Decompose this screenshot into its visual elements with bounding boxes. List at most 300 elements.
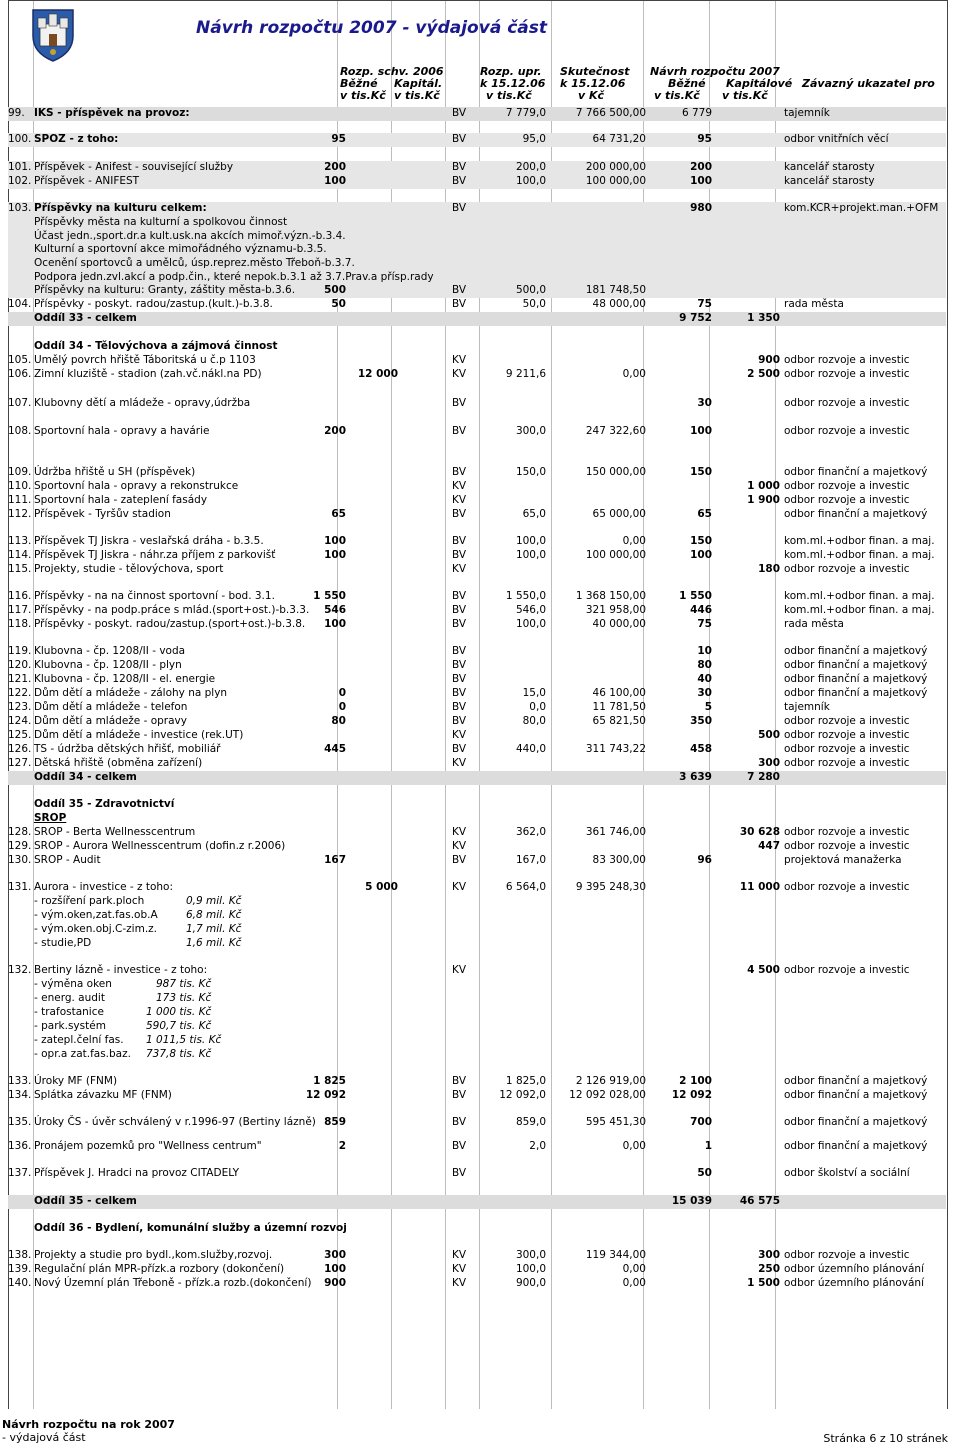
cell-n: 135. xyxy=(8,1116,32,1128)
cell-be: 458 xyxy=(690,743,712,755)
cell-t: - studie,PD xyxy=(34,937,92,949)
cell-t: Dětská hřiště (obměna zařízení) xyxy=(34,757,203,769)
header-kapital: Kapitál. xyxy=(394,77,443,90)
cell-z: odbor finanční a majetkový xyxy=(784,1140,928,1152)
cell-sk: 7 766 500,00 xyxy=(575,107,646,119)
cell-z: odbor finanční a majetkový xyxy=(784,466,928,478)
table-row xyxy=(8,812,946,826)
cell-z: odbor finanční a majetkový xyxy=(784,687,928,699)
cell-n: 118. xyxy=(8,618,32,630)
cell-t: Příspěvky na kulturu: Granty, záštity města-b.3.6. xyxy=(34,284,296,296)
table-row xyxy=(8,243,946,257)
cell-n: 127. xyxy=(8,757,32,769)
cell-typ: BV xyxy=(452,604,467,616)
cell-n: 121. xyxy=(8,673,32,685)
cell-sk: 200 000,00 xyxy=(585,161,646,173)
cell-upr: 546,0 xyxy=(515,604,546,616)
table-row xyxy=(8,354,946,368)
cell-rs: 1 825 xyxy=(313,1075,346,1087)
cell-upr: 65,0 xyxy=(522,508,546,520)
cell-n: 104. xyxy=(8,298,32,310)
cell-z: odbor rozvoje a investic xyxy=(784,480,910,492)
header-unit-6: v tis.Kč xyxy=(722,89,768,102)
cell-z: kom.ml.+odbor finan. a maj. xyxy=(784,549,935,561)
cell-be: 446 xyxy=(690,604,712,616)
cell-t: Sportovní hala - zateplení fasády xyxy=(34,494,208,506)
cell-ti: 173 tis. Kč xyxy=(156,992,212,1004)
cell-z: odbor finanční a majetkový xyxy=(784,645,928,657)
cell-ka: 447 xyxy=(758,840,780,852)
table-row xyxy=(8,701,946,715)
cell-rk: 12 000 xyxy=(357,368,398,380)
cell-z: odbor finanční a majetkový xyxy=(784,508,928,520)
cell-z: odbor územního plánování xyxy=(784,1277,924,1289)
cell-z: odbor finanční a majetkový xyxy=(784,1116,928,1128)
cell-rs: 95 xyxy=(331,133,346,145)
cell-ka: 900 xyxy=(758,354,780,366)
footer xyxy=(2,1418,175,1444)
cell-be: 30 xyxy=(697,687,712,699)
table-row xyxy=(8,840,946,854)
table-row xyxy=(8,854,946,868)
cell-sk: 311 743,22 xyxy=(585,743,646,755)
table-row xyxy=(8,937,946,951)
table-row xyxy=(8,673,946,687)
cell-n: 110. xyxy=(8,480,32,492)
table-row xyxy=(8,715,946,729)
table-row xyxy=(8,895,946,909)
cell-ti: 590,7 tis. Kč xyxy=(146,1020,212,1032)
table-row xyxy=(8,826,946,840)
table-row xyxy=(8,508,946,522)
cell-z: rada města xyxy=(784,298,844,310)
cell-t: Projekty a studie pro bydl.,kom.služby,rozvoj. xyxy=(34,1249,273,1261)
cell-t: SROP - Berta Wellnesscentrum xyxy=(34,826,196,838)
cell-rs: 167 xyxy=(324,854,346,866)
table-row xyxy=(8,230,946,244)
cell-sk: 40 000,00 xyxy=(592,618,646,630)
cell-t: Příspěvky města na kulturní a spolkovou činnost xyxy=(34,216,288,228)
cell-ka: 7 280 xyxy=(747,771,780,783)
cell-sk: 46 100,00 xyxy=(592,687,646,699)
cell-be: 10 xyxy=(697,645,712,657)
header-rozp-upr: Rozp. upr. xyxy=(480,65,542,78)
table-row xyxy=(8,1034,946,1048)
table-row xyxy=(8,590,946,604)
cell-sk: 181 748,50 xyxy=(585,284,646,296)
table-row xyxy=(8,257,946,271)
table-row xyxy=(8,964,946,978)
cell-be: 75 xyxy=(697,298,712,310)
cell-upr: 300,0 xyxy=(515,425,546,437)
cell-t: Příspěvky - poskyt. radou/zastup.(sport+ost.)-b.3.8. xyxy=(34,618,306,630)
cell-z: odbor finanční a majetkový xyxy=(784,659,928,671)
table-row xyxy=(8,743,946,757)
cell-n: 103. xyxy=(8,202,32,214)
cell-typ: BV xyxy=(452,715,467,727)
cell-z: kom.ml.+odbor finan. a maj. xyxy=(784,535,935,547)
cell-ka: 250 xyxy=(758,1263,780,1275)
cell-typ: BV xyxy=(452,161,467,173)
cell-t: Umělý povrch hřiště Táboritská u č.p 1103 xyxy=(34,354,256,366)
cell-t: Klubovna - čp. 1208/II - el. energie xyxy=(34,673,216,685)
cell-sk: 9 395 248,30 xyxy=(575,881,646,893)
table-row xyxy=(8,368,946,382)
cell-n: 100. xyxy=(8,133,32,145)
table-row xyxy=(8,425,946,439)
cell-rs: 900 xyxy=(324,1277,346,1289)
cell-z: projektová manažerka xyxy=(784,854,902,866)
cell-n: 137. xyxy=(8,1167,32,1179)
cell-t: Příspěvek - ANIFEST xyxy=(34,175,140,187)
table-row xyxy=(8,284,946,298)
cell-z: odbor rozvoje a investic xyxy=(784,368,910,380)
table-row xyxy=(8,1195,946,1209)
table-row xyxy=(8,618,946,632)
cell-typ: BV xyxy=(452,854,467,866)
cell-n: 120. xyxy=(8,659,32,671)
cell-typ: KV xyxy=(452,826,467,838)
cell-upr: 50,0 xyxy=(522,298,546,310)
cell-ti: 1 000 tis. Kč xyxy=(146,1006,212,1018)
cell-sk: 100 000,00 xyxy=(585,549,646,561)
table-row xyxy=(8,494,946,508)
cell-rs: 2 xyxy=(338,1140,346,1152)
cell-t: - vým.oken,zat.fas.ob.A xyxy=(34,909,158,921)
cell-n: 113. xyxy=(8,535,32,547)
cell-typ: BV xyxy=(452,701,467,713)
cell-typ: BV xyxy=(452,1167,467,1179)
table-row xyxy=(8,1167,946,1181)
cell-ka: 1 500 xyxy=(747,1277,780,1289)
cell-t: - zatepl.čelní fas. xyxy=(34,1034,124,1046)
header-rozp-upr-date: k 15.12.06 xyxy=(480,77,546,90)
cell-t: Projekty, studie - tělovýchova, sport xyxy=(34,563,224,575)
cell-t: Úroky MF (FNM) xyxy=(34,1075,118,1087)
cell-rs: 100 xyxy=(324,175,346,187)
cell-rs: 300 xyxy=(324,1249,346,1261)
cell-rs: 200 xyxy=(324,161,346,173)
cell-typ: BV xyxy=(452,508,467,520)
cell-typ: BV xyxy=(452,298,467,310)
cell-rs: 50 xyxy=(331,298,346,310)
cell-n: 111. xyxy=(8,494,32,506)
cell-t: Zimní kluziště - stadion (zah.vč.nákl.na PD) xyxy=(34,368,262,380)
cell-ka: 46 575 xyxy=(739,1195,780,1207)
cell-t: Klubovna - čp. 1208/II - voda xyxy=(34,645,186,657)
cell-n: 133. xyxy=(8,1075,32,1087)
cell-sk: 48 000,00 xyxy=(592,298,646,310)
table-row xyxy=(8,563,946,577)
cell-upr: 95,0 xyxy=(522,133,546,145)
table-row xyxy=(8,687,946,701)
cell-t: Oddíl 33 - celkem xyxy=(34,312,137,324)
cell-typ: BV xyxy=(452,1089,467,1101)
cell-z: odbor územního plánování xyxy=(784,1263,924,1275)
cell-rs: 100 xyxy=(324,1263,346,1275)
cell-ka: 30 628 xyxy=(739,826,780,838)
cell-z: odbor rozvoje a investic xyxy=(784,715,910,727)
cell-n: 123. xyxy=(8,701,32,713)
cell-n: 125. xyxy=(8,729,32,741)
cell-be: 40 xyxy=(697,673,712,685)
cell-z: kom.ml.+odbor finan. a maj. xyxy=(784,590,935,602)
cell-rs: 80 xyxy=(331,715,346,727)
cell-upr: 100,0 xyxy=(515,175,546,187)
cell-sk: 0,00 xyxy=(622,535,646,547)
table-row xyxy=(8,645,946,659)
table-row xyxy=(8,909,946,923)
cell-t: Příspěvek TJ Jiskra - veslařská dráha - b.3.5. xyxy=(34,535,264,547)
cell-typ: KV xyxy=(452,354,467,366)
table-row xyxy=(8,202,946,216)
cell-upr: 80,0 xyxy=(522,715,546,727)
cell-be: 3 639 xyxy=(679,771,712,783)
cell-z: odbor finanční a majetkový xyxy=(784,1089,928,1101)
cell-typ: BV xyxy=(452,1075,467,1087)
table-row xyxy=(8,1116,946,1130)
cell-upr: 100,0 xyxy=(515,1263,546,1275)
table-row xyxy=(8,604,946,618)
table-row xyxy=(8,175,946,189)
cell-typ: KV xyxy=(452,729,467,741)
cell-upr: 2,0 xyxy=(529,1140,546,1152)
cell-n: 128. xyxy=(8,826,32,838)
cell-typ: KV xyxy=(452,840,467,852)
cell-z: odbor rozvoje a investic xyxy=(784,1249,910,1261)
cell-ti: 6,8 mil. Kč xyxy=(186,909,242,921)
table-row xyxy=(8,1075,946,1089)
cell-rs: 0 xyxy=(338,687,346,699)
table-row xyxy=(8,1020,946,1034)
table-row xyxy=(8,659,946,673)
cell-t: Oddíl 34 - Tělovýchova a zájmová činnost xyxy=(34,340,278,352)
page-number: Stránka 6 z 10 stránek xyxy=(823,1432,948,1445)
cell-z: kancelář starosty xyxy=(784,161,875,173)
cell-typ: KV xyxy=(452,563,467,575)
cell-t: Klubovna - čp. 1208/II - plyn xyxy=(34,659,182,671)
cell-ka: 300 xyxy=(758,1249,780,1261)
cell-be: 100 xyxy=(690,425,712,437)
cell-t: - park.systém xyxy=(34,1020,106,1032)
cell-upr: 100,0 xyxy=(515,549,546,561)
cell-upr: 362,0 xyxy=(515,826,546,838)
cell-z: kom.ml.+odbor finan. a maj. xyxy=(784,604,935,616)
cell-rs: 100 xyxy=(324,535,346,547)
cell-t: Splátka závazku MF (FNM) xyxy=(34,1089,172,1101)
cell-typ: BV xyxy=(452,175,467,187)
footer-line-2: - výdajová část xyxy=(2,1431,86,1444)
page-title: Návrh rozpočtu 2007 - výdajová část xyxy=(196,18,547,38)
cell-be: 75 xyxy=(697,618,712,630)
cell-sk: 361 746,00 xyxy=(585,826,646,838)
cell-ka: 300 xyxy=(758,757,780,769)
cell-be: 12 092 xyxy=(671,1089,712,1101)
cell-sk: 100 000,00 xyxy=(585,175,646,187)
cell-z: odbor vnitřních věcí xyxy=(784,133,889,145)
cell-n: 115. xyxy=(8,563,32,575)
cell-t: Sportovní hala - opravy a rekonstrukce xyxy=(34,480,239,492)
cell-n: 130. xyxy=(8,854,32,866)
cell-ka: 180 xyxy=(758,563,780,575)
cell-t: Ocenění sportovců a umělců, úsp.reprez.město Třeboň-b.3.7. xyxy=(34,257,355,269)
cell-n: 101. xyxy=(8,161,32,173)
header-unit-3: v tis.Kč xyxy=(486,89,532,102)
cell-t: Klubovny dětí a mládeže - opravy,údržba xyxy=(34,397,251,409)
cell-t: TS - údržba dětských hřišť, mobiliář xyxy=(34,743,221,755)
cell-sk: 65 821,50 xyxy=(592,715,646,727)
cell-be: 65 xyxy=(697,508,712,520)
cell-typ: KV xyxy=(452,480,467,492)
cell-typ: BV xyxy=(452,397,467,409)
table-row xyxy=(8,757,946,771)
cell-t: Dům dětí a mládeže - opravy xyxy=(34,715,187,727)
cell-typ: BV xyxy=(452,535,467,547)
cell-t: Dům dětí a mládeže - investice (rek.UT) xyxy=(34,729,244,741)
cell-typ: BV xyxy=(452,673,467,685)
table-row xyxy=(8,340,946,354)
footer-line-1: Návrh rozpočtu na rok 2007 xyxy=(2,1418,175,1431)
cell-sk: 12 092 028,00 xyxy=(569,1089,646,1101)
cell-upr: 1 550,0 xyxy=(505,590,546,602)
cell-n: 138. xyxy=(8,1249,32,1261)
cell-typ: KV xyxy=(452,1249,467,1261)
cell-sk: 64 731,20 xyxy=(592,133,646,145)
cell-sk: 11 781,50 xyxy=(592,701,646,713)
header-zavazny-ukazatel: Závazný ukazatel pro xyxy=(802,77,935,90)
cell-upr: 150,0 xyxy=(515,466,546,478)
cell-z: odbor rozvoje a investic xyxy=(784,881,910,893)
cell-typ: BV xyxy=(452,1116,467,1128)
cell-typ: KV xyxy=(452,964,467,976)
cell-be: 980 xyxy=(690,202,712,214)
cell-t: SROP xyxy=(34,812,67,824)
cell-be: 100 xyxy=(690,549,712,561)
cell-t: Příspěvky - na podp.práce s mlád.(sport+ost.)-b.3.3. xyxy=(34,604,310,616)
cell-sk: 0,00 xyxy=(622,368,646,380)
cell-z: kom.KCR+projekt.man.+OFM xyxy=(784,202,939,214)
cell-t: Příspěvky - poskyt. radou/zastup.(kult.)-b.3.8. xyxy=(34,298,273,310)
table-row xyxy=(8,535,946,549)
header-skutecnost: Skutečnost xyxy=(560,65,630,78)
cell-z: odbor rozvoje a investic xyxy=(784,743,910,755)
cell-typ: BV xyxy=(452,549,467,561)
table-row xyxy=(8,978,946,992)
cell-n: 114. xyxy=(8,549,32,561)
cell-upr: 200,0 xyxy=(515,161,546,173)
cell-sk: 0,00 xyxy=(622,1140,646,1152)
table-row xyxy=(8,397,946,411)
cell-t: Pronájem pozemků pro "Wellness centrum" xyxy=(34,1140,262,1152)
cell-z: odbor finanční a majetkový xyxy=(784,673,928,685)
cell-sk: 247 322,60 xyxy=(585,425,646,437)
cell-upr: 6 564,0 xyxy=(505,881,546,893)
cell-t: Oddíl 35 - Zdravotnictví xyxy=(34,798,175,810)
cell-z: kancelář starosty xyxy=(784,175,875,187)
cell-typ: KV xyxy=(452,757,467,769)
cell-sk: 83 300,00 xyxy=(592,854,646,866)
cell-n: 131. xyxy=(8,881,32,893)
cell-typ: BV xyxy=(452,743,467,755)
cell-n: 124. xyxy=(8,715,32,727)
cell-rs: 65 xyxy=(331,508,346,520)
cell-ti: 737,8 tis. Kč xyxy=(146,1048,212,1060)
cell-n: 134. xyxy=(8,1089,32,1101)
table-row xyxy=(8,271,946,285)
cell-n: 119. xyxy=(8,645,32,657)
table-row xyxy=(8,1140,946,1154)
cell-typ: BV xyxy=(452,645,467,657)
header-navrh-kapitalove: Kapitálové xyxy=(726,77,793,90)
cell-z: rada města xyxy=(784,618,844,630)
cell-be: 100 xyxy=(690,175,712,187)
cell-t: SROP - Aurora Wellnesscentrum (dofin.z r.2006) xyxy=(34,840,286,852)
table-row xyxy=(8,1263,946,1277)
cell-be: 9 752 xyxy=(679,312,712,324)
cell-t: - rozšíření park.ploch xyxy=(34,895,145,907)
cell-t: SPOZ - z toho: xyxy=(34,133,119,145)
cell-n: 132. xyxy=(8,964,32,976)
cell-t: Regulační plán MPR-přízk.a rozbory (dokončení) xyxy=(34,1263,285,1275)
cell-ti: 987 tis. Kč xyxy=(156,978,212,990)
cell-upr: 0,0 xyxy=(529,701,546,713)
table-row xyxy=(8,771,946,785)
cell-ka: 1 000 xyxy=(747,480,780,492)
cell-ka: 4 500 xyxy=(747,964,780,976)
cell-be: 2 100 xyxy=(679,1075,712,1087)
cell-ka: 1 350 xyxy=(747,312,780,324)
header-unit-1: v tis.Kč xyxy=(340,89,386,102)
cell-upr: 9 211,6 xyxy=(505,368,546,380)
cell-n: 109. xyxy=(8,466,32,478)
cell-be: 50 xyxy=(697,1167,712,1179)
header-navrh-bezne: Běžné xyxy=(668,77,706,90)
cell-t: Úroky ČS - úvěr schválený v r.1996-97 (Bertiny lázně) xyxy=(34,1116,316,1128)
coat-of-arms-icon xyxy=(30,6,76,62)
cell-t: IKS - příspěvek na provoz: xyxy=(34,107,190,119)
cell-t: - opr.a zat.fas.baz. xyxy=(34,1048,131,1060)
table-row xyxy=(8,466,946,480)
cell-be: 1 xyxy=(704,1140,712,1152)
cell-be: 6 779 xyxy=(681,107,712,119)
cell-typ: KV xyxy=(452,1277,467,1289)
table-row xyxy=(8,161,946,175)
cell-n: 122. xyxy=(8,687,32,699)
cell-z: odbor rozvoje a investic xyxy=(784,397,910,409)
cell-be: 30 xyxy=(697,397,712,409)
cell-ka: 2 500 xyxy=(747,368,780,380)
cell-be: 350 xyxy=(690,715,712,727)
cell-typ: BV xyxy=(452,659,467,671)
cell-typ: BV xyxy=(452,1140,467,1152)
cell-typ: BV xyxy=(452,133,467,145)
cell-sk: 150 000,00 xyxy=(585,466,646,478)
cell-typ: BV xyxy=(452,202,467,214)
table-row xyxy=(8,1006,946,1020)
cell-t: Účast jedn.,sport.dr.a kult.usk.na akcích mimoř.význ.-b.3.4. xyxy=(34,230,346,242)
cell-be: 96 xyxy=(697,854,712,866)
cell-rs: 445 xyxy=(324,743,346,755)
cell-upr: 100,0 xyxy=(515,618,546,630)
cell-upr: 100,0 xyxy=(515,535,546,547)
cell-typ: BV xyxy=(452,687,467,699)
cell-be: 700 xyxy=(690,1116,712,1128)
cell-ka: 500 xyxy=(758,729,780,741)
cell-typ: BV xyxy=(452,284,467,296)
cell-n: 112. xyxy=(8,508,32,520)
cell-t: Příspěvek - Anifest - související služby xyxy=(34,161,234,173)
cell-be: 1 550 xyxy=(679,590,712,602)
